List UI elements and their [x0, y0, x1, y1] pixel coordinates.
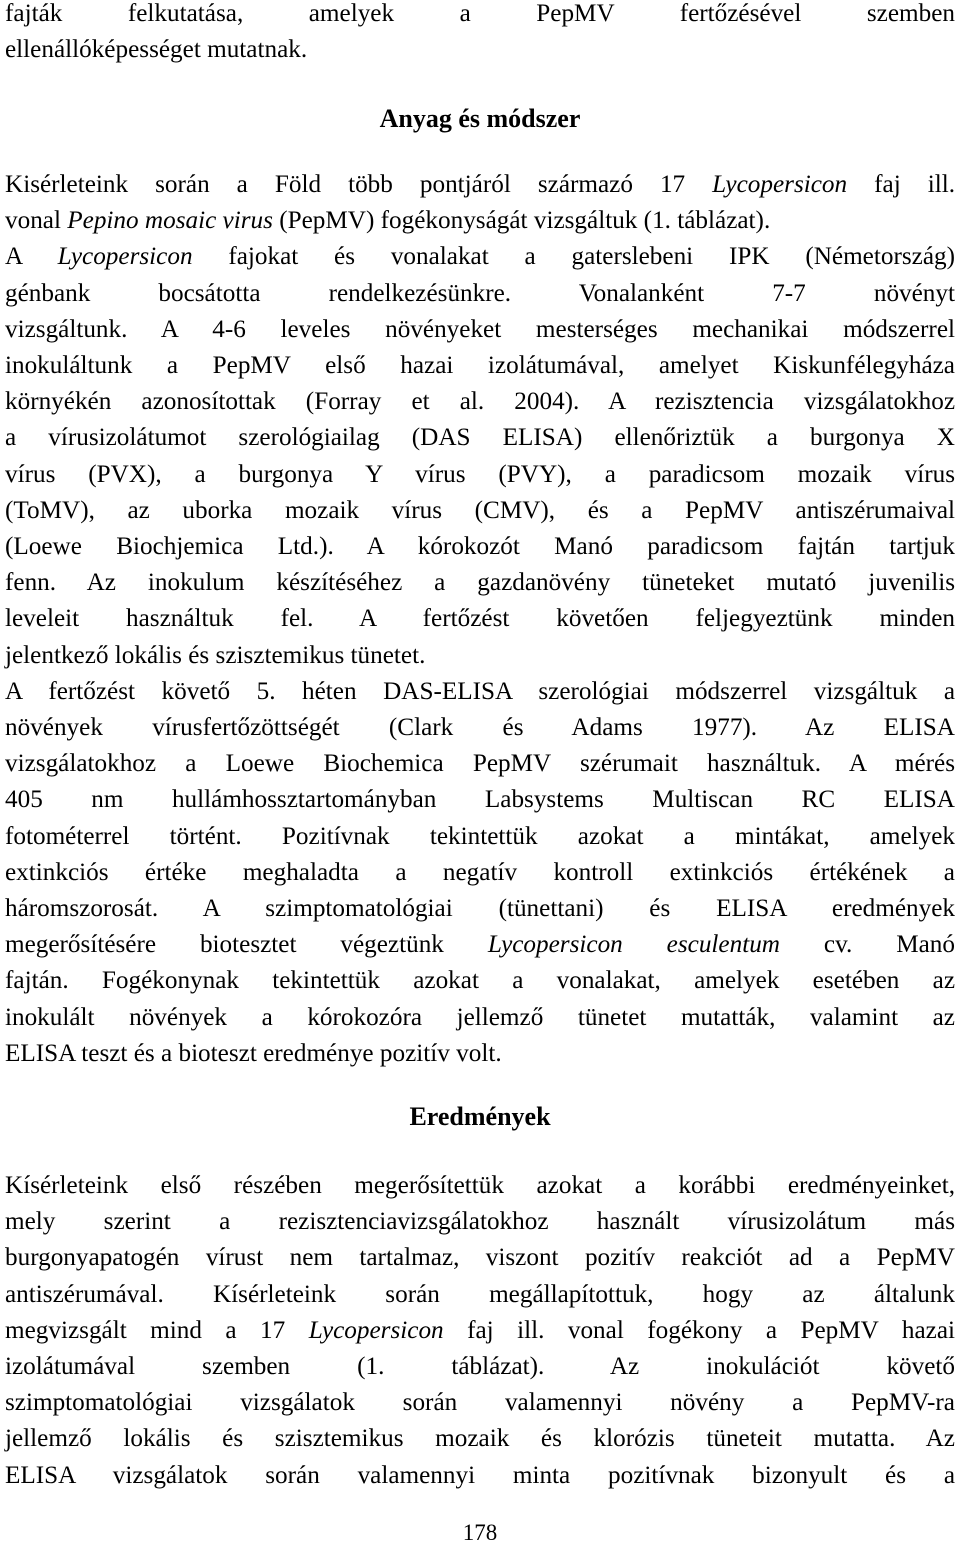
- text-line: vírus (PVX), a burgonya Y vírus (PVY), a paradicsom mozaik vírus: [5, 460, 955, 488]
- text-line: háromszorosát. A szimptomatológiai (tünettani) és ELISA eredmények: [5, 895, 955, 923]
- italic-term: Lycopersicon esculentum: [487, 931, 780, 959]
- text-line: ellenállóképességet mutatnak.: [5, 36, 308, 64]
- italic-term: Lycopersicon: [308, 1316, 444, 1344]
- page-number: 178: [462, 1520, 498, 1545]
- text-line: izolátumával szemben (1. táblázat). Az inokulációt követő: [5, 1353, 955, 1381]
- text-line: a vírusizolátumot szerológiailag (DAS ELISA) ellenőriztük a burgonya X: [5, 424, 955, 452]
- text-line: fotométerrel történt. Pozitívnak tekintettük azokat a mintákat, amelyek: [5, 822, 955, 850]
- text-line: környékén azonosítottak (Forray et al. 2004). A rezisztencia vizsgálatokhoz: [5, 388, 955, 416]
- text-line: génbank bocsátotta rendelkezésünkre. Vonalanként 7-7 növényt: [5, 279, 955, 307]
- text-line: ELISA vizsgálatok során valamennyi minta pozitívnak bizonyult és a: [5, 1461, 955, 1489]
- text-line: megerősítésére biotesztet végeztünk Lycopersicon esculentum cv. Manó: [5, 931, 955, 959]
- text-line: fajták felkutatása, amelyek a PepMV fertőzésével szemben: [5, 0, 955, 27]
- text-line: vizsgálatokhoz a Loewe Biochemica PepMV szérumait használtuk. A mérés: [5, 750, 955, 778]
- text-line: vonal Pepino mosaic virus (PepMV) fogékonyságát vizsgáltuk (1. táblázat).: [5, 207, 771, 235]
- text-line: (Loewe Biochjemica Ltd.). A kórokozót Manó paradicsom fajtán tartjuk: [5, 533, 955, 561]
- text-line: A fertőzést követő 5. héten DAS-ELISA szerológiai módszerrel vizsgáltuk a: [5, 677, 955, 705]
- text-line: burgonyapatogén vírust nem tartalmaz, viszont pozitív reakciót ad a PepMV: [5, 1244, 955, 1272]
- text-line: leveleit használtuk fel. A fertőzést követően feljegyeztünk minden: [5, 605, 955, 633]
- text-line: fenn. Az inokulum készítéséhez a gazdanövény tüneteket mutató juvenilis: [5, 569, 955, 597]
- section-heading-results: Eredmények: [409, 1102, 551, 1131]
- text-line: Kísérleteink első részében megerősítettük azokat a korábbi eredményeinket,: [5, 1172, 955, 1199]
- results-paragraph: [5, 1168, 955, 1494]
- text-line: A Lycopersicon fajokat és vonalakat a gaterslebeni IPK (Németország): [5, 243, 955, 271]
- text-line: fajtán. Fogékonynak tekintettük azokat a vonalakat, amelyek esetében az: [5, 967, 955, 995]
- text-line: jelentkező lokális és szisztemikus tünetet.: [5, 641, 426, 669]
- italic-term: Pepino mosaic virus: [67, 207, 273, 235]
- text-line: (ToMV), az uborka mozaik vírus (CMV), és a PepMV antiszérumaival: [5, 496, 955, 524]
- text-line: megvizsgált mind a 17 Lycopersicon faj ill. vonal fogékony a PepMV hazai: [5, 1316, 955, 1344]
- section-heading-methods: Anyag és módszer: [379, 104, 581, 133]
- italic-term: Lycopersicon: [712, 171, 848, 198]
- text-line: antiszérumával. Kísérleteink során megállapítottuk, hogy az általunk: [5, 1280, 955, 1308]
- text-line: inokulált növények a kórokozóra jellemző tünetet mutatták, valamint az: [5, 1003, 955, 1031]
- text-line: extinkciós értéke meghaladta a negatív kontroll extinkciós értékének a: [5, 858, 955, 886]
- text-line: inokuláltunk a PepMV első hazai izolátumával, amelyet Kiskunfélegyháza: [5, 352, 955, 380]
- text-line: növények vírusfertőzöttségét (Clark és Adams 1977). Az ELISA: [5, 714, 955, 742]
- intro-paragraph: [5, 0, 955, 68]
- italic-term: Lycopersicon: [57, 243, 193, 271]
- text-line: vizsgáltunk. A 4-6 leveles növényeket mesterséges mechanikai módszerrel: [5, 315, 955, 343]
- text-line: jellemző lokális és szisztemikus mozaik és klorózis tüneteit mutatta. Az: [5, 1425, 955, 1453]
- methods-paragraph: [5, 167, 955, 1072]
- text-line: 405 nm hullámhossztartományban Labsystems Multiscan RC ELISA: [5, 786, 955, 814]
- text-line: mely szerint a rezisztenciavizsgálatokhoz használt vírusizolátum más: [5, 1208, 955, 1236]
- text-line: szimptomatológiai vizsgálatok során valamennyi növény a PepMV-ra: [5, 1389, 955, 1417]
- text-line: ELISA teszt és a bioteszt eredménye pozitív volt.: [5, 1039, 502, 1067]
- text-line: Kisérleteink során a Föld több pontjáról származó 17 Lycopersicon faj ill.: [5, 171, 955, 198]
